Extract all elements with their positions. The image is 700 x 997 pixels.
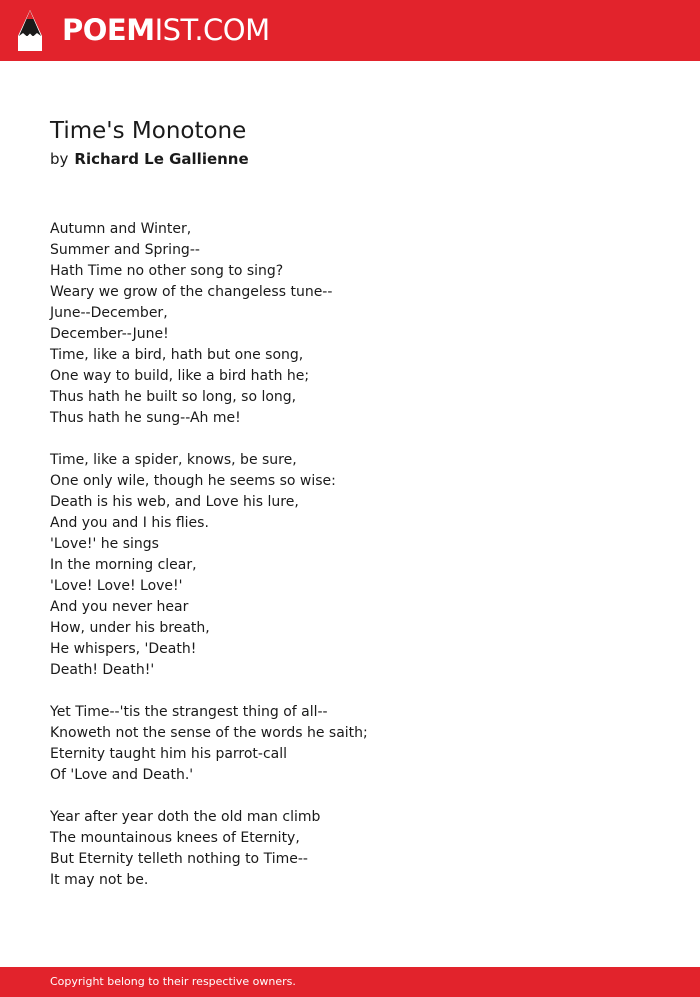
poem-line: Thus hath he built so long, so long, — [50, 389, 297, 405]
poem-line: June--December, — [50, 305, 168, 321]
poem-stanza — [50, 807, 670, 891]
poem-line: 'Love! Love! Love!' — [50, 578, 183, 594]
poem-line: Of 'Love and Death.' — [50, 767, 194, 783]
logo-bold-text: POEM — [62, 13, 155, 47]
poem-line: Hath Time no other song to sing? — [50, 263, 284, 279]
poem-line: Autumn and Winter, — [50, 221, 192, 237]
poem-line: How, under his breath, — [50, 620, 210, 636]
poem-line: The mountainous knees of Eternity, — [50, 830, 300, 846]
poem-line: Yet Time--'tis the strangest thing of all-- — [50, 704, 328, 720]
poem-body — [50, 219, 670, 912]
poem-line: Time, like a spider, knows, be sure, — [50, 452, 297, 468]
byline — [50, 148, 249, 170]
poem-line: And you never hear — [50, 599, 189, 615]
poem-line: Thus hath he sung--Ah me! — [50, 410, 241, 426]
poem-line: Time, like a bird, hath but one song, — [50, 347, 304, 363]
poem-line: Eternity taught him his parrot-call — [50, 746, 288, 762]
poem-line: And you and I his flies. — [50, 515, 209, 531]
poem-line: December--June! — [50, 326, 169, 342]
poem-line: Year after year doth the old man climb — [50, 809, 321, 825]
poem-line: Death! Death!' — [50, 662, 155, 678]
poem-line: Death is his web, and Love his lure, — [50, 494, 299, 510]
copyright-notice: Copyright belong to their respective owners. — [50, 975, 296, 988]
site-logo[interactable] — [62, 12, 270, 48]
poem-stanza — [50, 219, 670, 429]
poem-stanza — [50, 450, 670, 681]
poem-line: One only wile, though he seems so wise: — [50, 473, 336, 489]
poem-line: It may not be. — [50, 872, 149, 888]
poem-line: In the morning clear, — [50, 557, 197, 573]
pencil-icon — [17, 9, 43, 52]
poem-line: Summer and Spring-- — [50, 242, 200, 258]
by-prefix: by — [50, 150, 69, 168]
poem-title: Time's Monotone — [50, 118, 247, 144]
poem-stanza — [50, 702, 670, 786]
logo-light-text: IST.COM — [154, 13, 270, 47]
poem-line: But Eternity telleth nothing to Time-- — [50, 851, 308, 867]
poem-line: 'Love!' he sings — [50, 536, 159, 552]
poem-line: Weary we grow of the changeless tune-- — [50, 284, 333, 300]
site-header — [0, 0, 700, 61]
poem-line: He whispers, 'Death! — [50, 641, 197, 657]
poem-line: Knoweth not the sense of the words he saith; — [50, 725, 368, 741]
site-footer — [0, 967, 700, 997]
author-name: Richard Le Gallienne — [74, 150, 249, 168]
poem-line: One way to build, like a bird hath he; — [50, 368, 310, 384]
